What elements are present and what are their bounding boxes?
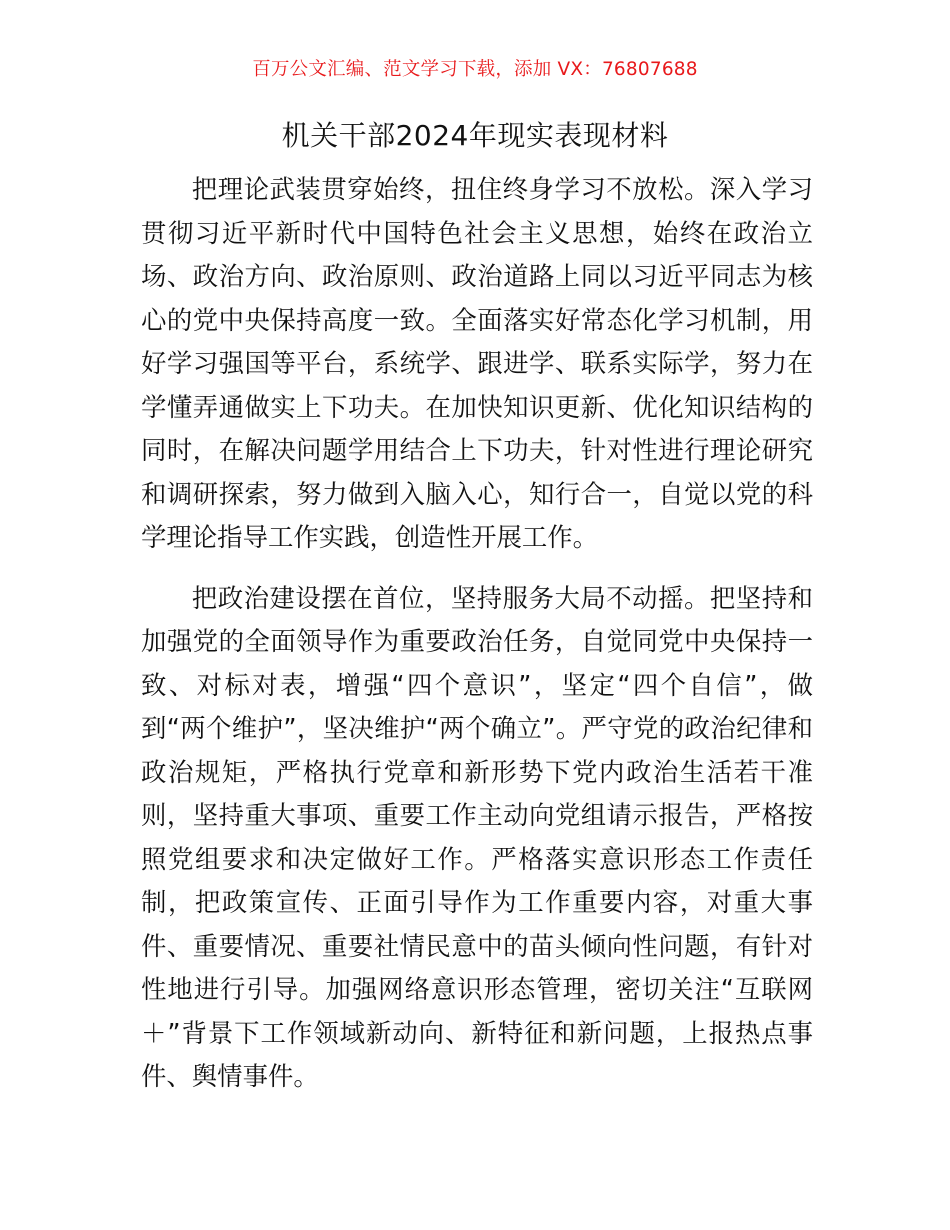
page-title: 机关干部2024年现实表现材料: [281, 119, 669, 152]
paragraph-1: 把理论武装贯穿始终，扭住终身学习不放松。深入学习贯彻习近平新时代中国特色社会主义思想，始终在政治立场、政治方向、政治原则、政治道路上同以习近平同志为核心的党中央保持高度一致。全面落实好常态化学习机制，用好学习强国等平台，系统学、跟进学、联系实际学，努力在学懂弄通做实上下功夫。在加快知识更新、优化知识结构的同时，在解决问题学用结合上下功夫，针对性进行理论研究和调研探索，努力做到入脑入心，知行合一，自觉以党的科学理论指导工作实践，创造性开展工作。: [141, 174, 813, 552]
document-body: [141, 168, 813, 1116]
watermark-text: 百万公文汇编、范文学习下载，添加 VX：76807688: [252, 59, 698, 80]
paragraph-2: 把政治建设摆在首位，坚持服务大局不动摇。把坚持和加强党的全面领导作为重要政治任务，自觉同党中央保持一致、对标对表，增强“四个意识”，坚定“四个自信”，做到“两个维护”，坚决维护“两个确立”。严守党的政治纪律和政治规矩，严格执行党章和新形势下党内政治生活若干准则，坚持重大事项、重要工作主动向党组请示报告，严格按照党组要求和决定做好工作。严格落实意识形态工作责任制，把政策宣传、正面引导作为工作重要内容，对重大事件、重要情况、重要社情民意中的苗头倾向性问题，有针对性地进行引导。加强网络意识形态管理，密切关注“互联网＋”背景下工作领域新动向、新特征和新问题，上报热点事件、舆情事件。: [141, 582, 813, 1091]
